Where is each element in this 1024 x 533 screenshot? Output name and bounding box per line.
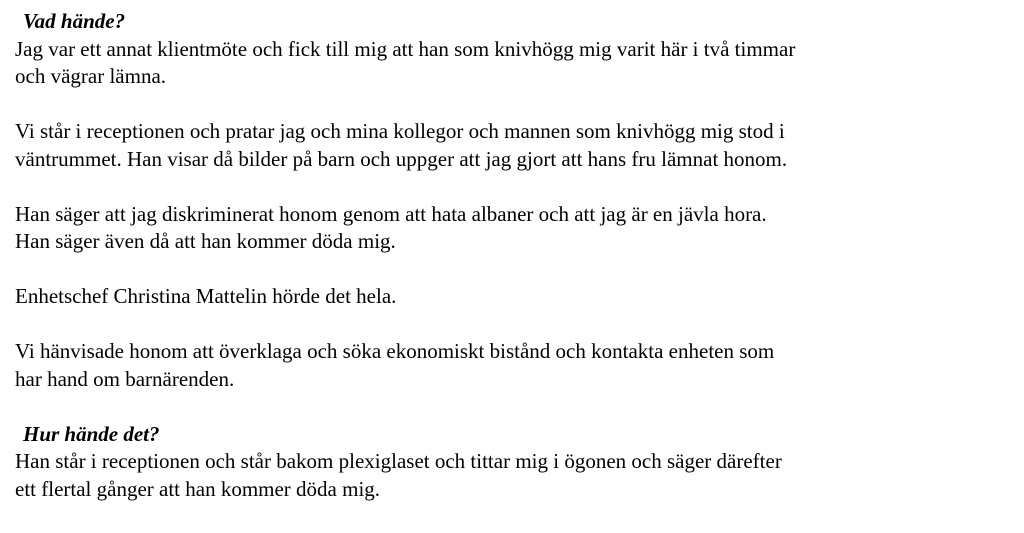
text-line: väntrummet. Han visar då bilder på barn och uppger att jag gjort att hans fru lämnat honom. — [15, 146, 788, 171]
paragraph-plexiglass — [15, 448, 1010, 503]
text-line: ett flertal gånger att han kommer döda mig. — [15, 476, 381, 501]
text-line: Han säger att jag diskriminerat honom genom att hata albaner och att jag är en jävla hora. — [15, 201, 767, 226]
paragraph-gap — [15, 393, 1010, 421]
section-heading-how-did-it-happen: Hur hände det? — [23, 421, 160, 446]
paragraph-gap — [15, 173, 1010, 201]
paragraph-gap — [15, 91, 1010, 119]
text-line: och vägrar lämna. — [15, 64, 167, 88]
text-line: Vi står i receptionen och pratar jag och mina kollegor och mannen som knivhögg mig stod i — [15, 119, 785, 143]
text-line: Han säger även då att han kommer döda mig. — [15, 229, 396, 253]
paragraph-client-meeting — [15, 36, 1010, 91]
paragraph-reception — [15, 118, 1010, 173]
text-line: Han står i receptionen och står bakom plexiglaset och tittar mig i ögonen och säger därefter — [15, 449, 782, 473]
text-line: Vi hänvisade honom att överklaga och söka ekonomiskt bistånd och kontakta enheten som — [15, 339, 775, 363]
text-line: har hand om barnärenden. — [15, 366, 235, 391]
text-line: Jag var ett annat klientmöte och fick till mig att han som knivhögg mig varit här i två timmar — [15, 36, 796, 61]
paragraph-witness — [15, 283, 1010, 311]
text-line: Enhetschef Christina Mattelin hörde det hela. — [15, 284, 397, 308]
paragraph-referral — [15, 338, 1010, 393]
section-heading-what-happened: Vad hände? — [23, 9, 126, 33]
paragraph-gap — [15, 256, 1010, 284]
paragraph-gap — [15, 311, 1010, 339]
paragraph-threat — [15, 201, 1010, 256]
